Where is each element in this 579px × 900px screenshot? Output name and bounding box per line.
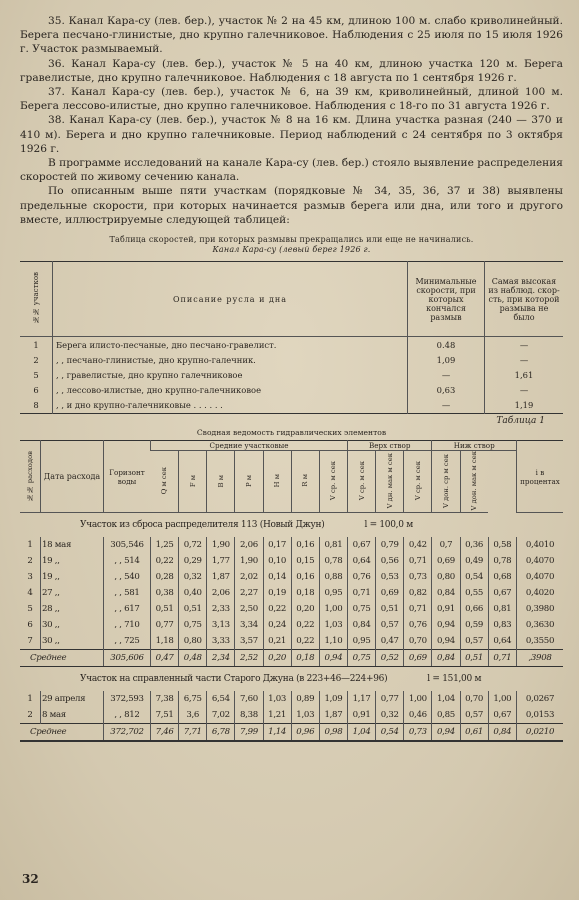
table1-cell-num: 1 <box>33 339 39 350</box>
table2-row <box>20 617 563 633</box>
table2-row <box>20 569 563 585</box>
table2-cell: 0,89 <box>291 691 319 707</box>
table2-cell: , , 812 <box>104 707 151 724</box>
table2-cell: 0,47 <box>151 650 179 667</box>
table2-cell: 0,59 <box>460 617 488 633</box>
table1-row <box>20 337 563 353</box>
table2-cell: 0,70 <box>404 633 432 650</box>
table2-cell: , , 540 <box>104 569 151 585</box>
table1-caption-line2: Канал Кара-су (левый берег 1926 г. <box>212 245 371 255</box>
table2-cell: 1,03 <box>263 691 291 707</box>
table2-cell: 3,33 <box>207 633 235 650</box>
table2-cell: 0,78 <box>319 553 347 569</box>
table2-cell: 7,38 <box>151 691 179 707</box>
table2-average-row <box>20 724 563 742</box>
table2-cell: 7,60 <box>235 691 263 707</box>
table2-cell: 0,22 <box>263 601 291 617</box>
table2-cell: 0,10 <box>263 553 291 569</box>
table2-section-length: l = 151,00 м <box>427 674 482 685</box>
table2-cell: 0,51 <box>376 601 404 617</box>
table2-row <box>20 691 563 707</box>
paragraph-program: В программе исследований на канале Кара-су (лев. бер.) стояло выявление распределения скоростей по живому сечению канала. <box>20 157 563 184</box>
table2-subheader: B м <box>207 450 235 512</box>
table2-cell: 0,69 <box>432 553 460 569</box>
table2-average-label: Среднее <box>20 650 104 667</box>
table2-cell: 0,94 <box>432 617 460 633</box>
table2-cell: 0,24 <box>263 617 291 633</box>
table2-cell: 0,84 <box>432 585 460 601</box>
table2-cell: 305,606 <box>104 650 151 667</box>
table1-cell-min: — <box>408 398 485 414</box>
table2-cell: 0,0210 <box>517 724 564 742</box>
table2-cell: 1,09 <box>319 691 347 707</box>
table2-subheader: V дон. ср м сек <box>432 450 460 512</box>
table1-cell-desc: , , и дно крупно-галечниковые . . . . . . <box>53 398 408 414</box>
table2-cell: 0,3980 <box>517 601 564 617</box>
table2-cell: 0,67 <box>347 537 375 553</box>
table2-cell: 2,27 <box>235 585 263 601</box>
table2-cell: 0,67 <box>488 707 516 724</box>
table1-body <box>20 337 563 414</box>
table2-cell: 0,81 <box>488 601 516 617</box>
table2-cell: 1,87 <box>207 569 235 585</box>
table2-cell: 0,54 <box>460 569 488 585</box>
table2-cell: 0,15 <box>291 553 319 569</box>
paragraph-sections: По описанным выше пяти участкам (порядковые № 34, 35, 36, 37 и 38) выявлены предельные скорости, при которых начинается размыв берега или дна, или того и другого вместе, иллюстрируемые следующей таблицей: <box>20 185 563 226</box>
table2-cell: 0,57 <box>460 707 488 724</box>
table2-section-row <box>20 513 563 538</box>
table2-cell: 0,70 <box>460 691 488 707</box>
table2-cell: 0,84 <box>432 650 460 667</box>
table2-cell: 1,90 <box>207 537 235 553</box>
table1-cell-num: 8 <box>33 400 39 411</box>
table1-row <box>20 383 563 398</box>
table2-cell: 1,03 <box>319 617 347 633</box>
table2-cell: 0,18 <box>291 650 319 667</box>
table2-cell: 0,48 <box>179 650 207 667</box>
table2-cell: 0,19 <box>263 585 291 601</box>
table2-cell: 0,94 <box>432 633 460 650</box>
table2-cell: 1,00 <box>488 691 516 707</box>
table1-cell-desc: , , гравелистые, дно крупно галечниковое <box>53 367 408 382</box>
table2-cell: 0,38 <box>151 585 179 601</box>
table2-cell: 0,51 <box>179 601 207 617</box>
table2-body <box>20 513 563 742</box>
table2-cell: 0,77 <box>376 691 404 707</box>
velocity-table <box>20 261 563 414</box>
table2-cell: 1,10 <box>319 633 347 650</box>
table2-cell: 0,22 <box>291 617 319 633</box>
table2-subheader: V дн. мак м сек <box>376 450 404 512</box>
table2-cell: 1,04 <box>347 724 375 742</box>
table2-cell: 28 ,, <box>41 601 104 617</box>
table2-cell: 3,6 <box>179 707 207 724</box>
table2-header-date: Дата расхода <box>41 440 104 512</box>
table2-cell: 7,02 <box>207 707 235 724</box>
table2-cell: 1 <box>27 694 33 705</box>
table1-cell-min: 0,63 <box>408 383 485 398</box>
table2-cell: 0,42 <box>404 537 432 553</box>
table2-cell: 0,75 <box>347 601 375 617</box>
table2-cell: 0,91 <box>347 707 375 724</box>
table2-cell: 0,51 <box>151 601 179 617</box>
table2-row <box>20 707 563 724</box>
table2-subheader: V ср. м сек <box>404 450 432 512</box>
table2-row <box>20 601 563 617</box>
table2-cell: 7,51 <box>151 707 179 724</box>
table2-cell: 0,66 <box>460 601 488 617</box>
table1-row <box>20 367 563 382</box>
table2-cell: 0,52 <box>376 650 404 667</box>
table2-header-avg-group: Средние участковые <box>151 440 348 450</box>
table1-cell-max: 1,19 <box>485 398 564 414</box>
table2-cell: 0,49 <box>460 553 488 569</box>
table2-cell: 27 ,, <box>41 585 104 601</box>
table2-subheader: Q м сек <box>151 450 179 512</box>
table1-label: Таблица 1 <box>496 415 545 426</box>
table2-cell: 0,76 <box>347 569 375 585</box>
table2-cell: 1,00 <box>404 691 432 707</box>
table2-section-cell <box>20 667 563 692</box>
table2-cell: 2,06 <box>235 537 263 553</box>
table2-cell: 1,17 <box>347 691 375 707</box>
table2-cell: 7,99 <box>235 724 263 742</box>
table1-cell-min: — <box>408 367 485 382</box>
table2-cell: 30 ,, <box>41 617 104 633</box>
table2-cell: 0,32 <box>179 569 207 585</box>
table2-subheader: V дон. мак м сек <box>460 450 488 512</box>
table2-cell: 0,20 <box>263 650 291 667</box>
table2-cell: 2,34 <box>207 650 235 667</box>
paragraph-36: 36. Канал Кара-су (лев. бер.), участок № 5 на 40 км, длиною участка 120 м. Берега гравелистые, дно крупно галечниковое. Наблюдения с 18 августа по 1 сентября 1926 г. <box>20 57 563 84</box>
table2-cell: , , 581 <box>104 585 151 601</box>
table2-caption: Сводная ведомость гидравлических элементов <box>196 427 387 437</box>
table2-row <box>20 633 563 650</box>
hydraulic-table <box>20 440 563 742</box>
table2-cell: 7,71 <box>179 724 207 742</box>
table2-cell: 29 апреля <box>41 691 104 707</box>
table2-cell: 30 ,, <box>41 633 104 650</box>
table2-cell: 18 мая <box>41 537 104 553</box>
table2-cell: 0,3630 <box>517 617 564 633</box>
table2-cell: 0,4020 <box>517 585 564 601</box>
table2-cell: 1,00 <box>319 601 347 617</box>
table2-cell: 0,18 <box>291 585 319 601</box>
table2-cell: 2,33 <box>207 601 235 617</box>
table2-cell: 1,90 <box>235 553 263 569</box>
table2-cell: 0,36 <box>460 537 488 553</box>
table2-cell: 0,4070 <box>517 569 564 585</box>
table2-cell: 0,71 <box>404 601 432 617</box>
table2-cell: 0,7 <box>432 537 460 553</box>
table2-cell: 0,84 <box>488 724 516 742</box>
table2-cell: 0,54 <box>376 724 404 742</box>
table2-cell: 0,98 <box>319 724 347 742</box>
table2-cell: 2,06 <box>207 585 235 601</box>
table1-cell-num: 5 <box>33 370 39 381</box>
table2-cell: 0,75 <box>347 650 375 667</box>
table2-cell: 0,64 <box>347 553 375 569</box>
table2-cell: 1,03 <box>291 707 319 724</box>
table2-cell: 3 <box>27 572 33 583</box>
table2-subheader: V ср. м сек <box>347 450 375 512</box>
table2-cell: 0,57 <box>376 617 404 633</box>
table2-cell: 0,80 <box>432 569 460 585</box>
table1-cell-min: 1,09 <box>408 352 485 367</box>
table1-cell-desc: , , лессово-илистые, дно крупно-галечниковое <box>53 383 408 398</box>
table2-cell: 6,78 <box>207 724 235 742</box>
table2-header-bottom-group: Ниж створ <box>432 440 517 450</box>
table2-cell: 1,14 <box>263 724 291 742</box>
table2-cell: 0,71 <box>404 553 432 569</box>
table2-section-length: l = 100,0 м <box>364 520 413 531</box>
table2-cell: 372,593 <box>104 691 151 707</box>
table2-cell: 0,57 <box>460 633 488 650</box>
table2-cell: 6,54 <box>207 691 235 707</box>
table2-cell: 2,50 <box>235 601 263 617</box>
table1-header-min: Минимальные скорости, при которых кончался размыв <box>408 262 485 337</box>
table1-cell-max: — <box>485 352 564 367</box>
table2-cell: 0,67 <box>488 585 516 601</box>
table1-cell-max: — <box>485 337 564 353</box>
table2-cell: 0,71 <box>347 585 375 601</box>
table2-cell: 0,16 <box>291 569 319 585</box>
table2-cell: 0,20 <box>291 601 319 617</box>
table2-cell: 0,77 <box>151 617 179 633</box>
table2-cell: 7,46 <box>151 724 179 742</box>
table2-cell: 0,0267 <box>517 691 564 707</box>
table2-cell: 0,84 <box>347 617 375 633</box>
table2-cell: 0,64 <box>488 633 516 650</box>
table2-cell: 0,61 <box>460 724 488 742</box>
table2-header-pct: i в процентах <box>517 440 564 512</box>
table2-cell: 2,02 <box>235 569 263 585</box>
table2-average-label: Среднее <box>20 724 104 742</box>
table2-cell: 0,68 <box>488 569 516 585</box>
table2-row <box>20 537 563 553</box>
table2-cell: 0,95 <box>347 633 375 650</box>
table2-cell: 7 <box>27 636 33 647</box>
table2-cell: ,3908 <box>517 650 564 667</box>
table2-cell: 0,73 <box>404 569 432 585</box>
table2-cell: 0,55 <box>460 585 488 601</box>
table2-cell: , , 514 <box>104 553 151 569</box>
table2-cell: 8 мая <box>41 707 104 724</box>
table2-cell: 0,28 <box>151 569 179 585</box>
table2-cell: 0,16 <box>291 537 319 553</box>
table2-cell: 0,72 <box>179 537 207 553</box>
table2-cell: 305,546 <box>104 537 151 553</box>
table2-cell: 2 <box>27 556 33 567</box>
table2-cell: 0,95 <box>319 585 347 601</box>
table2-subheader: H м <box>263 450 291 512</box>
table2-cell: 19 ,, <box>41 553 104 569</box>
table2-cell: , , 725 <box>104 633 151 650</box>
table2-cell: 0,22 <box>291 633 319 650</box>
table2-cell: 0,4010 <box>517 537 564 553</box>
table2-cell: 5 <box>27 604 33 615</box>
table1-row <box>20 352 563 367</box>
table2-cell: 0,58 <box>488 537 516 553</box>
table2-cell: 0,81 <box>319 537 347 553</box>
table2-cell: 0,88 <box>319 569 347 585</box>
table2-cell: 1 <box>27 540 33 551</box>
paragraph-38: 38. Канал Кара-су (лев. бер.), участок № 8 на 16 км. Длина участка разная (240 — 370 и 410 м). Берега и дно крупно галечниковые. Период наблюдений с 24 сентября по 3 октября 1926 г. <box>20 114 563 155</box>
table2-cell: 0,40 <box>179 585 207 601</box>
table2-cell: 0,21 <box>263 633 291 650</box>
table1-header-num: №№ участков <box>20 262 53 337</box>
table2-cell: 1,21 <box>263 707 291 724</box>
table2-cell: 0,75 <box>179 617 207 633</box>
table2-cell: 3,13 <box>207 617 235 633</box>
table2-cell: 2 <box>27 710 33 721</box>
table2-average-row <box>20 650 563 667</box>
paragraph-37: 37. Канал Кара-су (лев. бер.), участок № 6, на 39 км, криволинейный, длиной 100 м. Берега лессово-илистые, дно крупно галечниковое. Наблюдения с 18-го по 31 августа 1926 г. <box>20 86 563 113</box>
table1-cell-desc: , , песчано-глинистые, дно крупно-галечник. <box>53 352 408 367</box>
table2-cell: 0,46 <box>404 707 432 724</box>
table2-cell: 4 <box>27 588 33 599</box>
table2-row <box>20 585 563 601</box>
table2-cell: 0,53 <box>376 569 404 585</box>
table2-subheader: P м <box>235 450 263 512</box>
paragraph-35: 35. Канал Кара-су (лев. бер.), участок № 2 на 45 км, длиною 100 м. слабо криволинейный. Берега песчано-глинистые, дно крупно галечниковое. Наблюдения с 25 июля по 15 июля 1926 г. Участок размываемый. <box>20 15 563 56</box>
table2-cell: , , 617 <box>104 601 151 617</box>
table2-cell: 0,56 <box>376 553 404 569</box>
table2-cell: 19 ,, <box>41 569 104 585</box>
table2-section-title: Участок на справленный части Старого Джуна (в 223+46—224+96) <box>80 674 388 685</box>
table2-cell: 6 <box>27 620 33 631</box>
table2-subheader: R м <box>291 450 319 512</box>
table2-cell: 0,3550 <box>517 633 564 650</box>
table2-cell: 0,80 <box>179 633 207 650</box>
table1-caption-line1: Таблица скоростей, при которых размывы прекращались или еще не начинались. <box>109 235 474 245</box>
table2-cell: 0,69 <box>404 650 432 667</box>
table2-cell: 0,94 <box>432 724 460 742</box>
table1-cell-num: 2 <box>33 354 39 365</box>
table2-cell: 0,47 <box>376 633 404 650</box>
table2-cell: 2,52 <box>235 650 263 667</box>
table2-cell: 0,17 <box>263 537 291 553</box>
table2-cell: 6,75 <box>179 691 207 707</box>
table2-header-top-group: Верх створ <box>347 440 431 450</box>
table2-cell: 0,71 <box>488 650 516 667</box>
table2-cell: 0,14 <box>263 569 291 585</box>
table2-cell: 3,57 <box>235 633 263 650</box>
table2-cell: 1,77 <box>207 553 235 569</box>
table1-cell-max: 1,61 <box>485 367 564 382</box>
table2-cell: 0,78 <box>488 553 516 569</box>
table2-cell: 0,76 <box>404 617 432 633</box>
table2-cell: 1,87 <box>319 707 347 724</box>
table2-cell: 0,69 <box>376 585 404 601</box>
table2-cell: 0,51 <box>460 650 488 667</box>
table2-cell: 0,96 <box>291 724 319 742</box>
table2-cell: 0,91 <box>432 601 460 617</box>
table2-subheader: F м <box>179 450 207 512</box>
table1-cell-num: 6 <box>33 385 39 396</box>
table2-cell: 3,34 <box>235 617 263 633</box>
table1-caption <box>20 235 563 255</box>
table2-cell: 0,83 <box>488 617 516 633</box>
table2-cell: 8,38 <box>235 707 263 724</box>
table2-cell: , , 710 <box>104 617 151 633</box>
table2-cell: 0,32 <box>376 707 404 724</box>
table2-cell: 0,4070 <box>517 553 564 569</box>
table1-header-desc: Описание русла и дна <box>53 262 408 337</box>
table2-cell: 0,73 <box>404 724 432 742</box>
table1-cell-max: — <box>485 383 564 398</box>
table1-cell-desc: Берега илисто-песчаные, дно песчано-гравелист. <box>53 337 408 353</box>
table2-cell: 0,85 <box>432 707 460 724</box>
page-number: 32 <box>22 872 39 886</box>
table2-cell: 0,0153 <box>517 707 564 724</box>
table2-cell: 1,18 <box>151 633 179 650</box>
table2-cell: 1,25 <box>151 537 179 553</box>
table1-cell-min: 0.48 <box>408 337 485 353</box>
table2-row <box>20 553 563 569</box>
table2-header-num: №№ расходов <box>20 440 41 512</box>
table2-section-title: Участок из сброса распределителя 113 (Новый Джун) <box>80 520 325 531</box>
table2-subheader: V ср. м сек <box>319 450 347 512</box>
table1-row <box>20 398 563 414</box>
table2-cell: 0,22 <box>151 553 179 569</box>
table2-cell: 1,04 <box>432 691 460 707</box>
table2-cell: 0,82 <box>404 585 432 601</box>
table2-header-horizon: Горизонт воды <box>104 440 151 512</box>
table1-header-max: Самая высокая из наблюд. скор-сть, при которой размыва не было <box>485 262 564 337</box>
table2-section-cell <box>20 513 563 538</box>
table2-cell: 372,702 <box>104 724 151 742</box>
table2-cell: 0,29 <box>179 553 207 569</box>
table2-cell: 0,79 <box>376 537 404 553</box>
table2-cell: 0,94 <box>319 650 347 667</box>
table2-section-row <box>20 667 563 692</box>
